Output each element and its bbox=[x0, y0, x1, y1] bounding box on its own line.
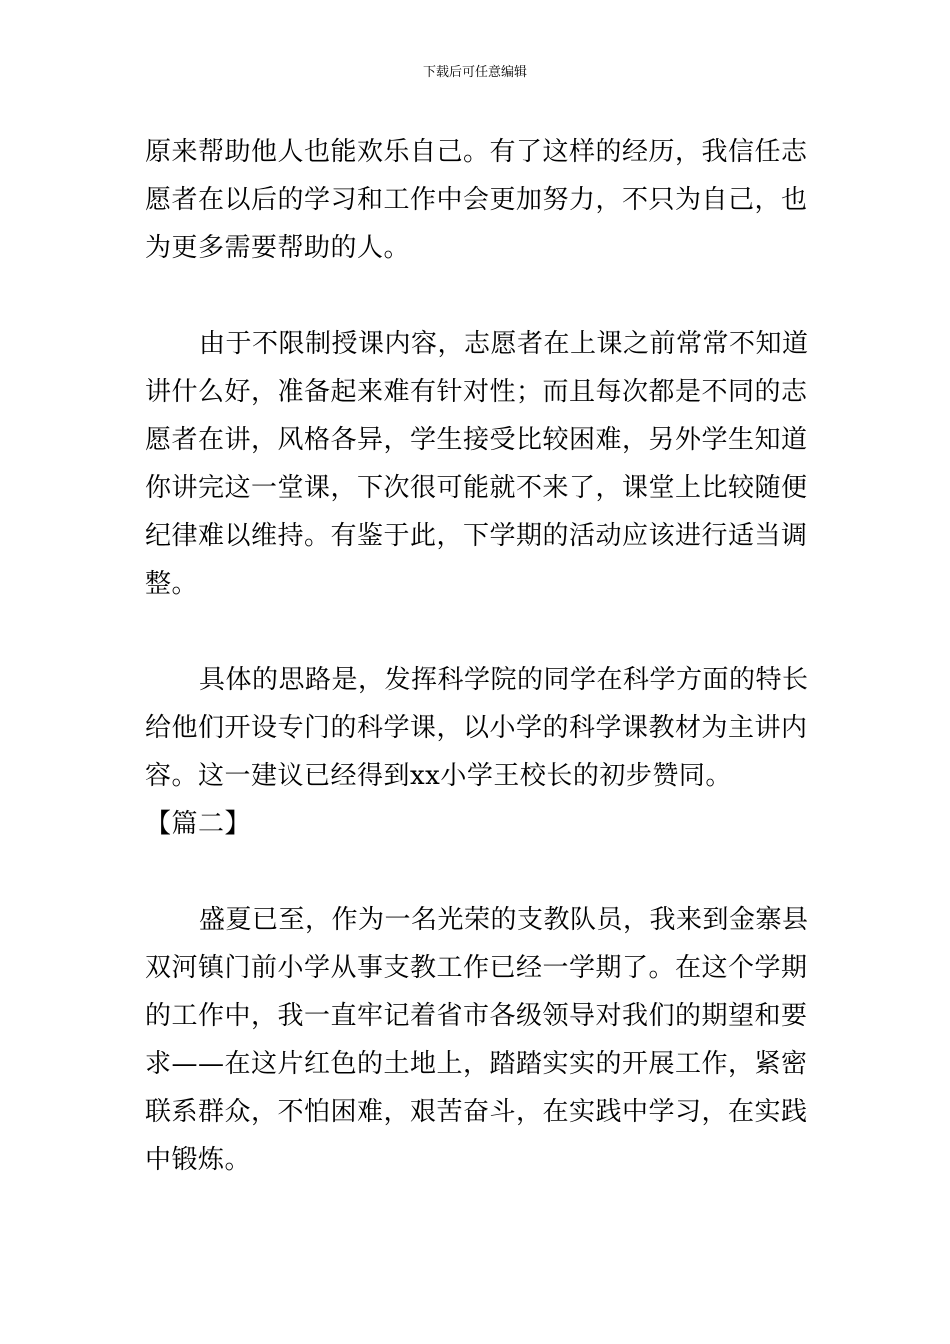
page-header-note: 下载后可任意编辑 bbox=[422, 65, 527, 80]
paragraph-gap bbox=[145, 848, 810, 896]
paragraph-gap bbox=[145, 608, 810, 656]
paragraph-3: 具体的思路是，发挥科学院的同学在科学方面的特长给他们开设专门的科学课，以小学的科学课教材为主讲内容。这一建议已经得到xx小学王校长的初步赞同。 bbox=[145, 665, 809, 791]
paragraph-gap bbox=[145, 272, 810, 320]
paragraph-2: 由于不限制授课内容，志愿者在上课之前常常不知道讲什么好，准备起来难有针对性；而且每次都是不同的志愿者在讲，风格各异，学生接受比较困难，另外学生知道你讲完这一堂课，下次很可能就不来了，课堂上比较随便纪律难以维持。有鉴于此，下学期的活动应该进行适当调整。 bbox=[145, 329, 809, 599]
section-title: 【篇二】 bbox=[145, 809, 252, 839]
document-body bbox=[145, 128, 810, 1184]
paragraph-4: 盛夏已至，作为一名光荣的支教队员，我来到金寨县双河镇门前小学从事支教工作已经一学期了。在这个学期的工作中，我一直牢记着省市各级领导对我们的期望和要求——在这片红色的土地上，踏踏实实的开展工作，紧密联系群众，不怕困难，艰苦奋斗，在实践中学习，在实践中锻炼。 bbox=[145, 905, 809, 1175]
paragraph-1: 原来帮助他人也能欢乐自己。有了这样的经历，我信任志愿者在以后的学习和工作中会更加努力，不只为自己，也为更多需要帮助的人。 bbox=[145, 137, 808, 263]
